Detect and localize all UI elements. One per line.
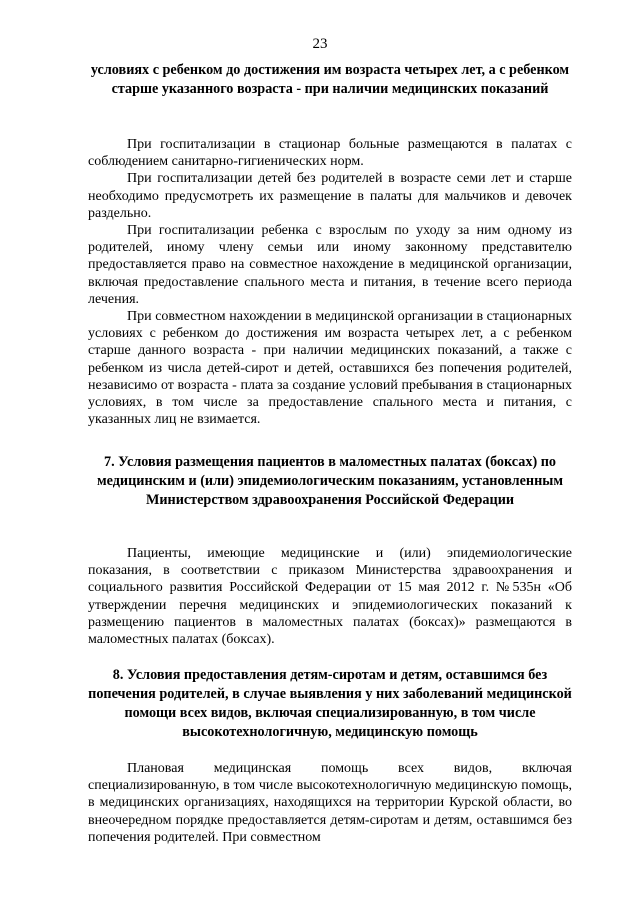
continued-heading: условиях с ребенком до достижения им возраста четырех лет, а с ребенком старше указанного возраста - при наличии медицинских показаний [90,62,570,97]
intro-section [88,136,572,428]
paragraph: При совместном нахождении в медицинской организации в стационарных условиях с ребенком до достижения им возраста четырех лет, а с ребенком старше данного возраста - при наличии медицинских показаний, а также с ребенком из числа детей-сирот и детей, оставшихся без попечения родителей, независимо от возраста - плата за создание условий пребывания в стационарных условиях, в том числе за предоставление спального места и питания, с указанных лиц не взимается. [88,309,572,428]
paragraph: При госпитализации детей без родителей в возрасте семи лет и старше необходимо предусмотреть их размещение в палаты для мальчиков и девочек раздельно. [88,171,572,221]
paragraph: При госпитализации в стационар больные размещаются в палатах с соблюдением санитарно-гигиенических норм. [88,137,572,170]
section-7-heading: 7. Условия размещения пациентов в маломестных палатах (боксах) по медицинским и (или) эпидемиологическим показаниям, установленным Министерством здравоохранения Российской Федерации [96,454,564,508]
paragraph: Пациенты, имеющие медицинские и (или) эпидемиологические показания, в соответствии с приказом Министерства здравоохранения и социального развития Российской Федерации от 15 мая 2012 г. №535н «Об утверждении перечня медицинских и эпидемиологических показаний к размещению пациентов в маломестных палатах (боксах)» размещаются в маломестных палатах (боксах). [88,546,572,648]
page-number: 23 [312,36,328,52]
paragraph: Плановая медицинская помощь всех видов, включая специализированную, в том числе высокотехнологичную медицинскую помощь, в медицинских организациях, находящихся на территории Курской области, во внеочередном порядке предоставляется детям-сиротам и детям, оставшимся без попечения родителей. При совместном [88,761,572,845]
section-8-heading: 8. Условия предоставления детям-сиротам и детям, оставшимся без попечения родителей, в случае выявления у них заболеваний медицинской помощи всех видов, включая специализированную, в том числе высокотехнологичную, медицинскую помощь [88,667,572,740]
section-8-body [88,760,572,846]
section-7-body [88,545,572,648]
paragraph: При госпитализации ребенка с взрослым по уходу за ним одному из родителей, иному члену семьи или иному законному представителю предоставляется право на совместное нахождение в медицинской организации, включая предоставление спального места и питания, в течение всего периода лечения. [88,223,572,307]
